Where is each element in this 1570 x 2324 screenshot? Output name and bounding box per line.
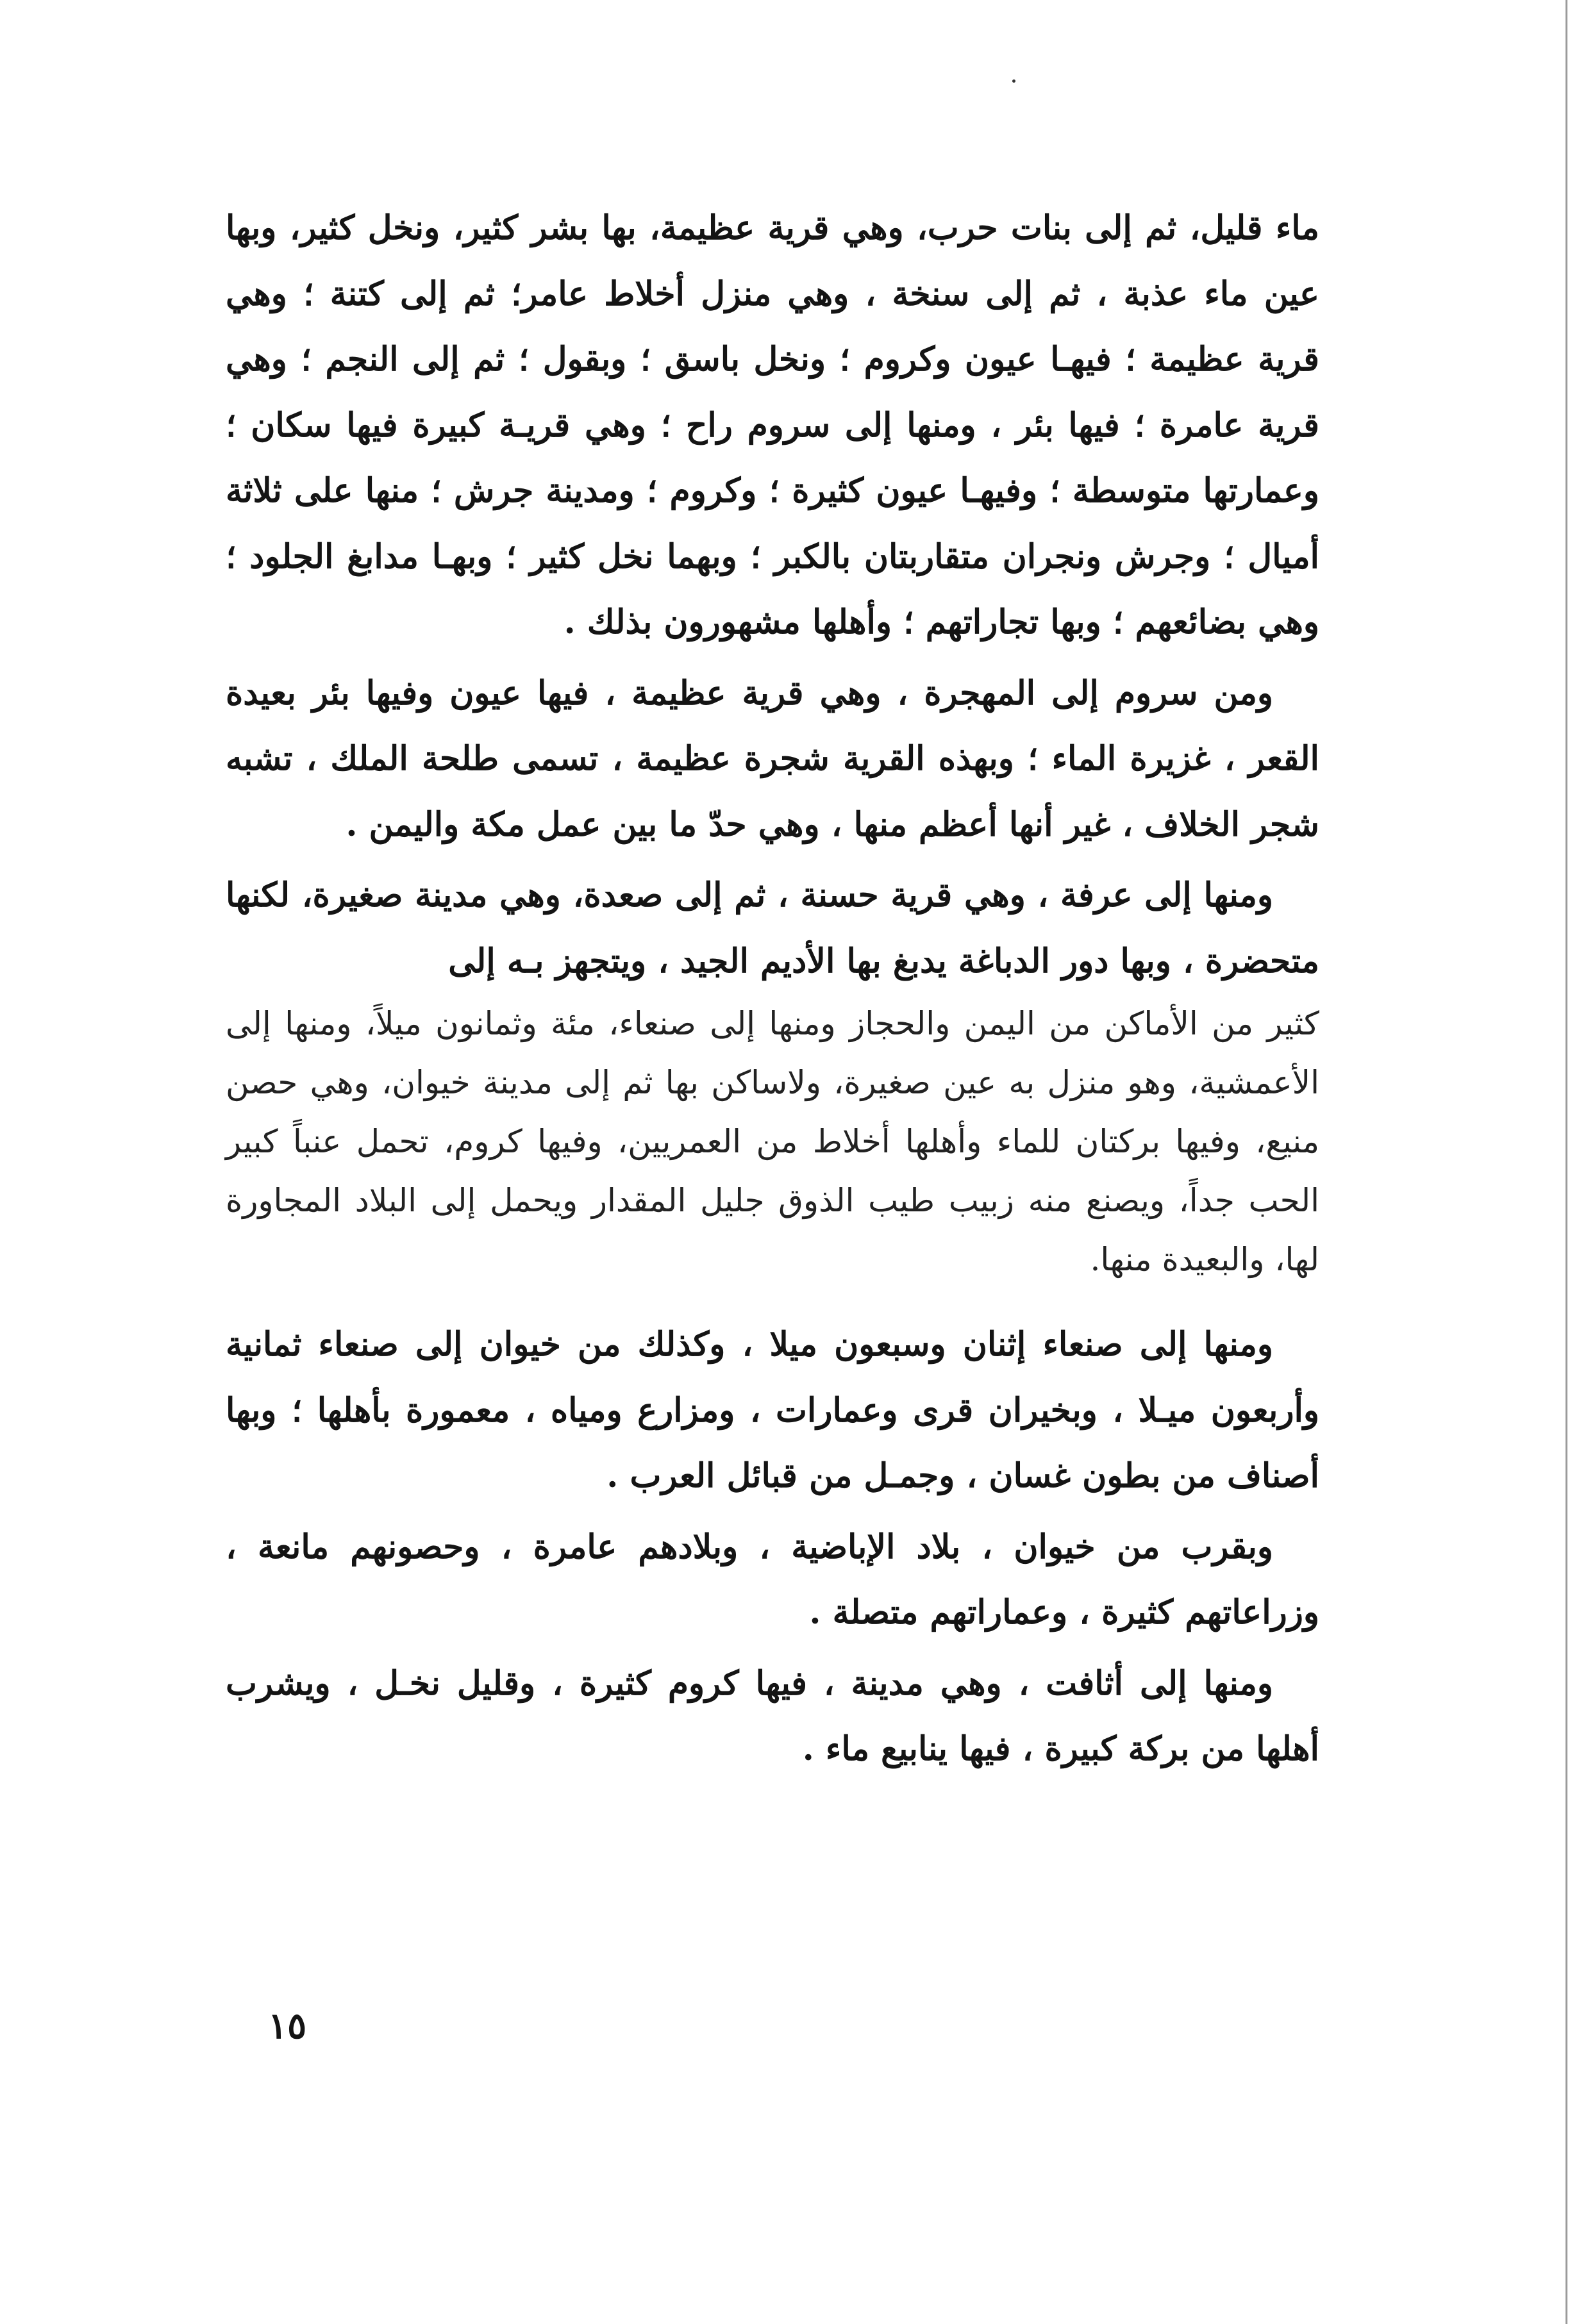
paragraph-2: ومن سروم إلى المهجرة ، وهي قرية عظيمة ، فيها عيون وفيها بئر بعيدة القعر ، غزيرة الماء ؛ وبهذه القرية شجرة عظيمة ، تسمى طلحة الملك ، تشبه شجر الخلاف ، غير أنها أعظم منها ، وهي حدّ ما بين عمل مكة واليمن . <box>226 673 1319 844</box>
paragraph-gap <box>226 1646 1319 1651</box>
paragraph-5: وبقرب من خيوان ، بلاد الإباضية ، وبلادهم عامرة ، وحصونهم مانعة ، وزراعاتهم كثيرة ، وعماراتهم متصلة . <box>226 1527 1319 1632</box>
page-number: ١٥ <box>268 2005 307 2047</box>
paragraph-6: ومنها إلى أثافت ، وهي مدينة ، فيها كروم كثيرة ، وقليل نخـل ، ويشرب أهلها من بركة كبيرة ، فيها ينابيع ماء . <box>226 1663 1319 1768</box>
paragraph-4: ومنها إلى صنعاء إثنان وسبعون ميلا ، وكذلك من خيوان إلى صنعاء ثمانية وأربعون ميـلا ، وبخيران قرى وعمارات ، ومزارع ومياه ، معمورة بأهلها ؛ وبها أصناف من بطون غسان ، وجمـل من قبائل العرب . <box>226 1325 1319 1495</box>
paragraph-3-light: كثير من الأماكن من اليمن والحجاز ومنها إلى صنعاء، مئة وثمانون ميلاً، ومنها إلى الأعمشية، وهو منزل به عين صغيرة، ولاساكن بها ثم إلى مدينة خيوان، وهي حصن منيع، وفيها بركتان للماء وأهلها أخلاط من العمريين، وفيها كروم، تحمل عنباً كبير الحب جداً، ويصنع منه زبيب طيب الذوق جليل المقدار ويحمل إلى البلاد المجاورة لها، والبعيدة منها. <box>226 1005 1319 1278</box>
paragraph-gap <box>226 1289 1319 1312</box>
page-edge-line <box>1566 0 1567 2324</box>
paragraph-gap <box>226 1509 1319 1515</box>
paragraph-gap <box>226 858 1319 863</box>
scan-speck <box>1012 79 1015 83</box>
body-text <box>226 195 1319 1782</box>
paragraph-gap <box>226 656 1319 661</box>
paragraph-3-bold: ومنها إلى عرفة ، وهي قرية حسنة ، ثم إلى صعدة، وهي مدينة صغيرة، لكنها متحضرة ، وبها دور الدباغة يدبغ بها الأديم الجيد ، ويتجهز بـه إلى <box>226 876 1319 981</box>
paragraph-1: ماء قليل، ثم إلى بنات حرب، وهي قرية عظيمة، بها بشر كثير، ونخل كثير، وبها عين ماء عذبة ، ثم إلى سنخة ، وهي منزل أخلاط عامر؛ ثم إلى كتنة ؛ وهي قرية عظيمة ؛ فيهـا عيون وكروم ؛ ونخل باسق ؛ وبقول ؛ ثم إلى النجم ؛ وهي قرية عامرة ؛ فيها بئر ، ومنها إلى سروم راح ؛ وهي قريـة كبيرة فيها سكان ؛ وعمارتها متوسطة ؛ وفيهـا عيون كثيرة ؛ وكروم ؛ ومدينة جرش ؛ منها على ثلاثة أميال ؛ وجرش ونجران متقاربتان بالكبر ؛ وبهما نخل كثير ؛ وبهـا مدابغ الجلود ؛ وهي بضائعهم ؛ وبها تجاراتهم ؛ وأهلها مشهورون بذلك . <box>226 208 1319 642</box>
